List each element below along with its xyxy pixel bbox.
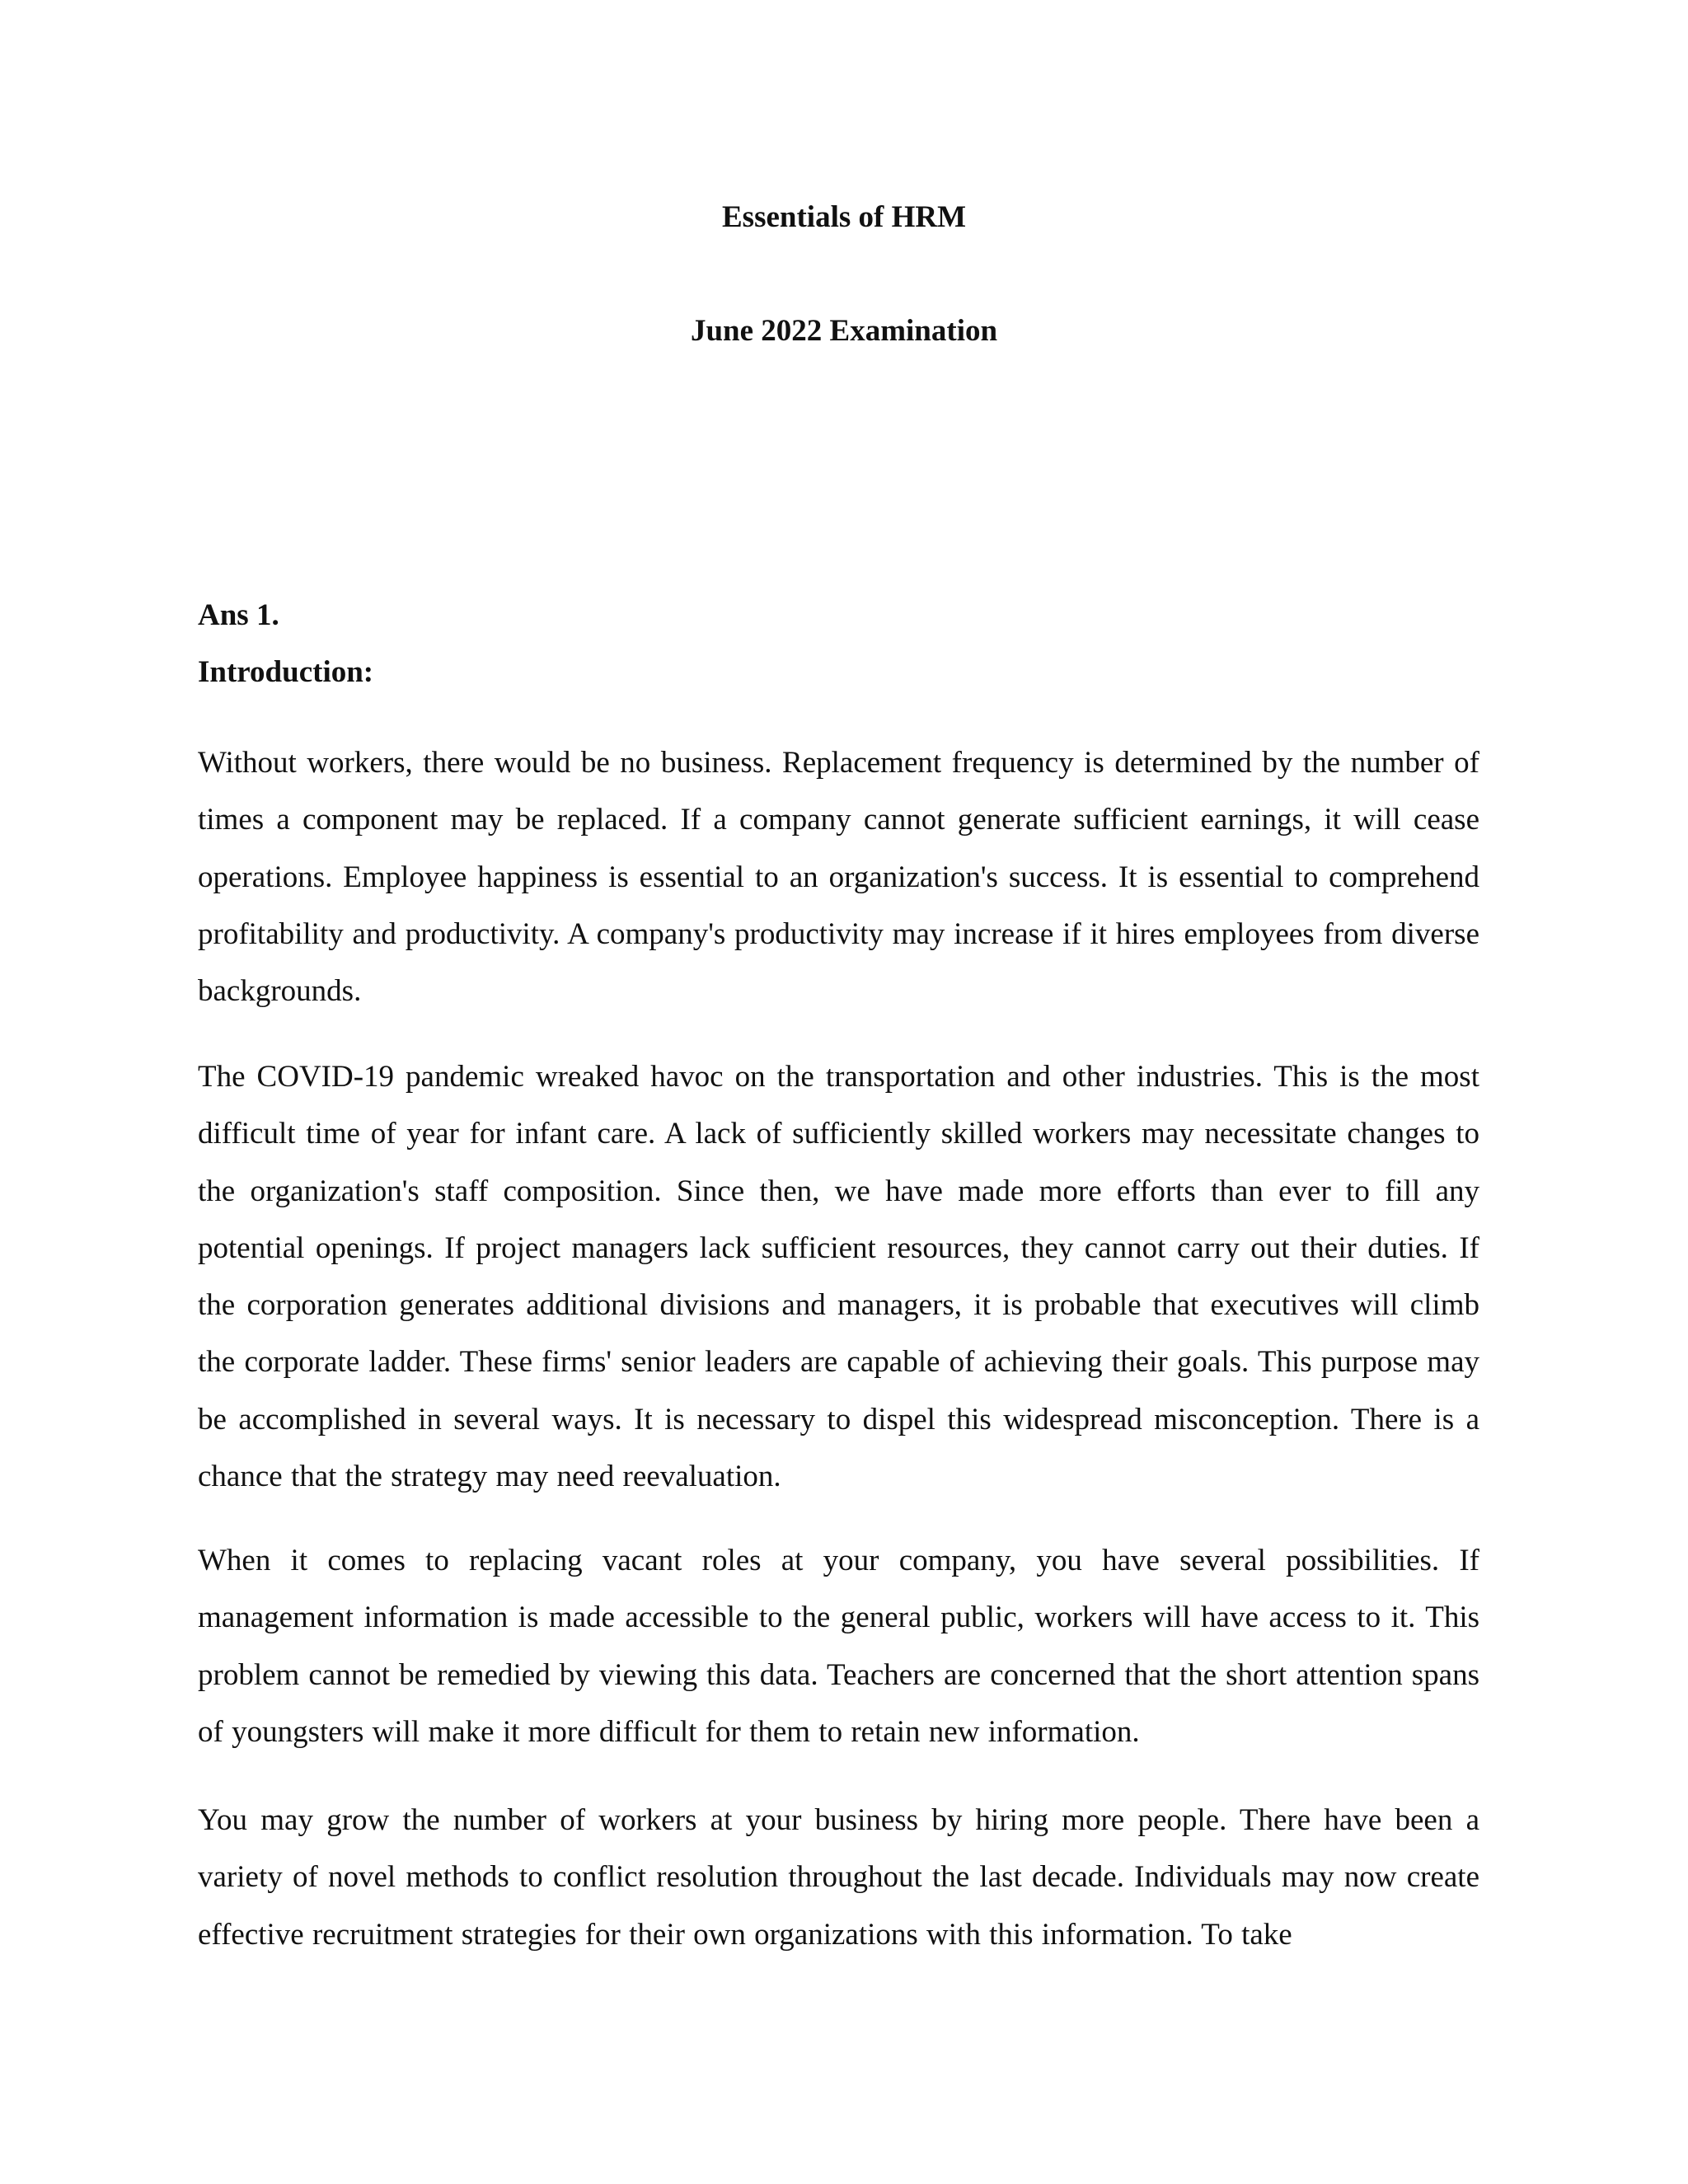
answer-label: Ans 1. [198, 598, 279, 632]
document-title: Essentials of HRM [722, 200, 966, 234]
paragraph: When it comes to replacing vacant roles at your company, you have several possibilities. If management information is made accessible to the general public, workers will have access to it. This problem cannot be remedied by viewing this data. Teachers are concerned that the short attention spans of youngsters will make it more difficult for them to retain new information. [198, 1544, 1479, 1749]
section-heading: Introduction: [198, 655, 374, 689]
document-subtitle: June 2022 Examination [690, 314, 998, 348]
paragraph: The COVID-19 pandemic wreaked havoc on the transportation and other industries. This is the most difficult time of year for infant care. A lack of sufficiently skilled workers may necessitate changes to the organization's staff composition. Since then, we have made more efforts than ever to fill any potential openings. If project managers lack sufficient resources, they cannot carry out their duties. If the corporation generates additional divisions and managers, it is probable that executives will climb the corporate ladder. These firms' senior leaders are capable of achieving their goals. This purpose may be accomplished in several ways. It is necessary to dispel this widespread misconception. There is a chance that the strategy may need reevaluation. [198, 1060, 1479, 1494]
paragraph: Without workers, there would be no business. Replacement frequency is determined by the number of times a component may be replaced. If a company cannot generate sufficient earnings, it will cease operations. Employee happiness is essential to an organization's success. It is essential to comprehend profitability and productivity. A company's productivity may increase if it hires employees from diverse backgrounds. [198, 746, 1479, 1009]
paragraph: You may grow the number of workers at your business by hiring more people. There have been a variety of novel methods to conflict resolution throughout the last decade. Individuals may now create effective recruitment strategies for their own organizations with this information. To take [198, 1803, 1479, 1952]
